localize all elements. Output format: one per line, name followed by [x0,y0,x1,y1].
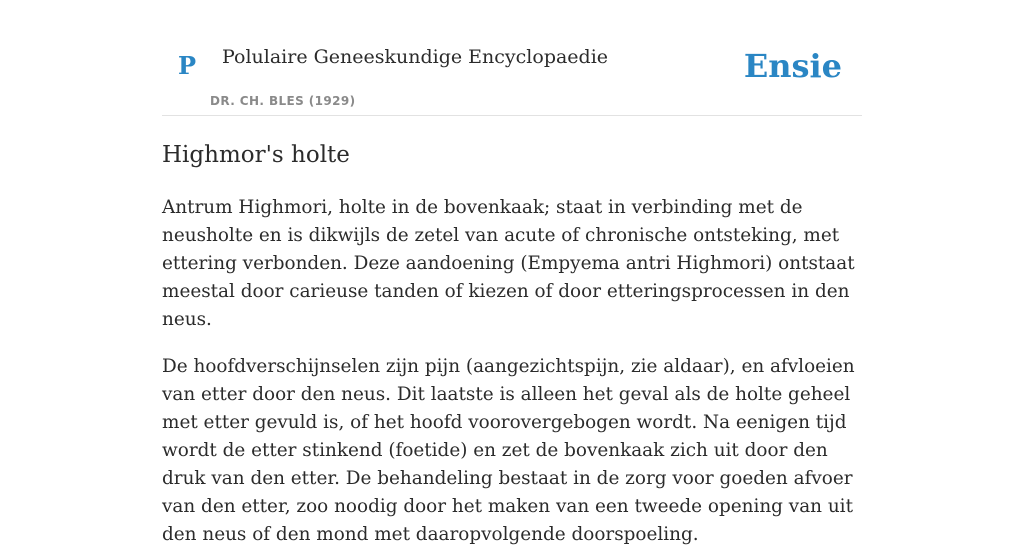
header [162,0,862,116]
book-author: DR. CH. BLES (1929) [210,94,356,108]
page [162,0,862,545]
book-title-link[interactable]: Polulaire Geneeskundige Encyclopaedie [222,46,609,68]
book-logo-letter[interactable]: P [178,51,197,80]
article-paragraph: De hoofdverschijnselen zijn pijn (aangezichtspijn, zie aldaar), en afvloeien van etter door den neus. Dit laatste is alleen het geval als de holte geheel met etter gevuld is, of het hoofd voorovergebogen wordt. Na eenigen tijd wordt de etter stinkend (foetide) en zet de bovenkaak zich uit door den druk van den etter. De behandeling bestaat in de zorg voor goeden afvoer van den etter, zoo noodig door het maken van een tweede opening van uit den neus of den mond met daaropvolgende doorspoeling. [162,355,855,545]
article-title: Highmor's holte [162,142,350,168]
article-body [162,194,862,549]
article-paragraph: Antrum Highmori, holte in de bovenkaak; staat in verbinding met de neusholte en is dikwijls de zetel van acute of chronische ontsteking, met ettering verbonden. Deze aandoening (Empyema antri Highmori) ontstaat meestal door carieuse tanden of kiezen of door etteringsprocessen in den neus. [162,196,855,330]
ensie-logo-link[interactable]: Ensie [743,47,842,85]
